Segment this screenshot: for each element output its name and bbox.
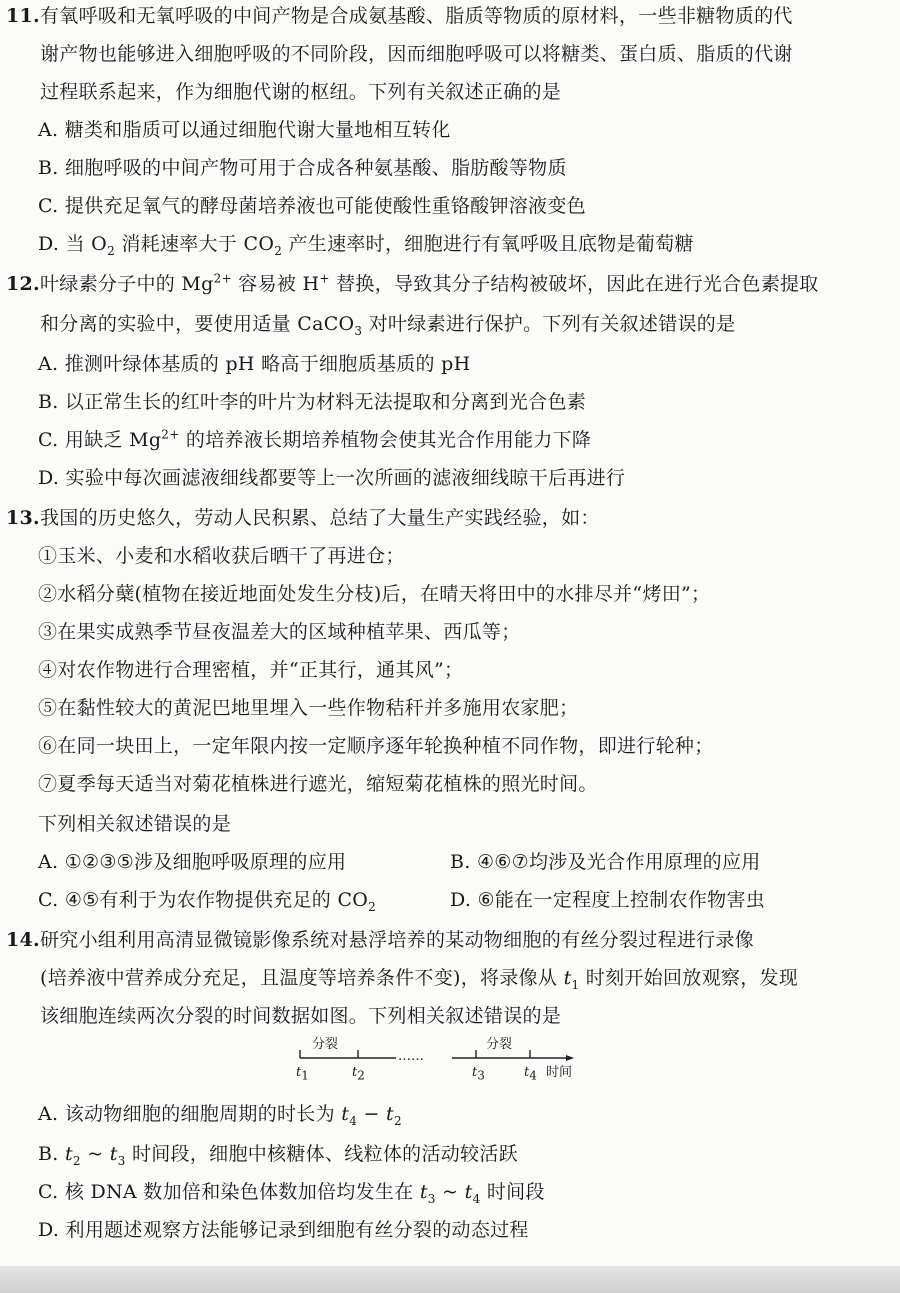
q14-a-t4-sub: 4	[349, 1113, 358, 1128]
q11-option-a: A. 糖类和脂质可以通过细胞代谢大量地相互转化	[38, 119, 451, 141]
scan-bottom-edge	[0, 1266, 900, 1293]
q12-c-sup: 2+	[161, 427, 180, 442]
q11-d-text-1: D. 当 O	[38, 233, 108, 255]
q12-c-text-2: 的培养液长期培养植物会使其光合作用能力下降	[179, 429, 592, 451]
q11-d-text-3: 产生速率时，细胞进行有氧呼吸且底物是葡萄糖	[282, 233, 694, 255]
timeline-axis-label: 时间	[546, 1065, 573, 1080]
q13-option-d: D. ⑥能在一定程度上控制农作物害虫	[450, 889, 766, 911]
q14-c-t4: t	[464, 1181, 473, 1203]
q14-c-t3-sub: 3	[427, 1191, 436, 1206]
q12-sup-1: 2+	[213, 271, 232, 286]
q13-line-1	[6, 506, 600, 530]
q14-stem-2: (培养液中营养成分充足，且温度等培养条件不变)，将录像从	[40, 967, 564, 989]
q14-b-tilde: ~	[80, 1143, 110, 1165]
q12-text-3: 替换，导致其分子结构被破坏，因此在进行光合色素提取	[329, 273, 819, 295]
q13-c-text: C. ④⑤有利于为农作物提供充足的 CO	[38, 889, 369, 911]
q14-t1-var: t	[563, 967, 572, 989]
q11-stem-3: 过程联系起来，作为细胞代谢的枢纽。下列有关叙述正确的是	[40, 81, 562, 103]
q12-text-5: 对叶绿素进行保护。下列有关叙述错误的是	[362, 313, 736, 335]
q13-option-b: B. ④⑥⑦均涉及光合作用原理的应用	[450, 851, 761, 873]
q14-a-t2: t	[386, 1103, 394, 1125]
q14-a-t2-sub: 2	[393, 1113, 402, 1128]
q11-d-sub-2: 2	[274, 243, 283, 258]
q12-c-text-1: C. 用缺乏 Mg	[38, 429, 162, 451]
q12-line-1	[6, 272, 819, 296]
q14-b-t2: t	[64, 1143, 73, 1165]
q12-text-4: 和分离的实验中，要使用适量 CaCO	[40, 313, 355, 335]
q13-stem: 我国的历史悠久，劳动人民积累、总结了大量生产实践经验，如：	[39, 507, 600, 529]
label-t1-sub: 1	[301, 1068, 309, 1083]
q13-item-6: ⑥在同一块田上，一定年限内按一定顺序逐年轮换种植不同作物，即进行轮种；	[38, 735, 714, 757]
q12-option-d: D. 实验中每次画滤液细线都要等上一次所画的滤液细线晾干后再进行	[38, 467, 626, 489]
q12-text-2: 容易被 H	[231, 273, 320, 295]
q14-b-text-2: 时间段，细胞中核糖体、线粒体的活动较活跃	[125, 1143, 518, 1165]
q14-number: 14.	[6, 929, 40, 951]
q11-number: 11.	[6, 5, 40, 27]
label-t3	[472, 1065, 485, 1083]
q12-option-b: B. 以正常生长的红叶李的叶片为材料无法提取和分离到光合色素	[38, 391, 587, 413]
q14-c-t4-sub: 4	[472, 1191, 481, 1206]
q13-item-1: ①玉米、小麦和水稻收获后晒干了再进仓；	[38, 545, 405, 567]
q14-c-text-2: 时间段	[480, 1181, 545, 1203]
q12-option-a: A. 推测叶绿体基质的 pH 略高于细胞质基质的 pH	[38, 353, 471, 375]
q11-option-c: C. 提供充足氧气的酵母菌培养液也可能使酸性重铬酸钾溶液变色	[38, 195, 586, 217]
q14-c-tilde: ~	[435, 1181, 465, 1203]
q13-question: 下列相关叙述错误的是	[38, 813, 232, 835]
q14-stem-2b: 时刻开始回放观察，发现	[579, 967, 799, 989]
q12-text-1: 叶绿素分子中的 Mg	[39, 273, 214, 295]
q14-line-1	[6, 928, 754, 952]
q12-number: 12.	[6, 273, 40, 295]
timeline-arrowhead	[566, 1055, 574, 1061]
label-t2	[352, 1065, 365, 1083]
q14-c-text-1: C. 核 DNA 数加倍和染色体数加倍均发生在	[38, 1181, 420, 1203]
q14-option-b	[38, 1142, 518, 1166]
q13-item-4: ④对农作物进行合理密植，并“正其行，通其风”；	[38, 659, 464, 681]
q11-stem-1: 有氧呼吸和无氧呼吸的中间产物是合成氨基酸、脂质等物质的原材料，一些非糖物质的代	[39, 5, 793, 27]
q13-item-5: ⑤在黏性较大的黄泥巴地里埋入一些作物秸秆并多施用农家肥；	[38, 697, 579, 719]
label-t4-sub: 4	[529, 1068, 537, 1083]
q13-item-7: ⑦夏季每天适当对菊花植株进行遮光，缩短菊花植株的照光时间。	[38, 773, 598, 795]
q11-d-text-2: 消耗速率大于 CO	[115, 233, 275, 255]
q11-stem-2: 谢产物也能够进入细胞呼吸的不同阶段，因而细胞呼吸可以将糖类、蛋白质、脂质的代谢	[40, 43, 793, 65]
q13-c-sub: 2	[368, 899, 377, 914]
q13-option-a: A. ①②③⑤涉及细胞呼吸原理的应用	[38, 851, 347, 873]
q14-a-minus: −	[357, 1103, 387, 1125]
division-label-2: 分裂	[486, 1037, 513, 1052]
q13-option-c	[38, 888, 376, 912]
q11-d-sub-1: 2	[107, 243, 115, 258]
q14-t1-sub: 1	[571, 977, 580, 992]
q14-b-t3-sub: 3	[117, 1153, 126, 1168]
q12-sup-2: +	[319, 271, 330, 286]
q14-option-c	[38, 1180, 545, 1204]
q14-stem-3: 该细胞连续两次分裂的时间数据如图。下列相关叙述错误的是	[40, 1005, 562, 1027]
q12-sub-1: 3	[354, 323, 363, 338]
cell-division-timeline	[290, 1036, 590, 1088]
label-t4	[524, 1065, 537, 1083]
q14-a-text: A. 该动物细胞的细胞周期的时长为	[38, 1103, 342, 1125]
q14-stem-1: 研究小组利用高清显微镜影像系统对悬浮培养的某动物细胞的有丝分裂过程进行录像	[39, 929, 755, 951]
q13-item-2: ②水稻分蘖(植物在接近地面处发生分枝)后，在晴天将田中的水排尽并“烤田”；	[38, 583, 711, 605]
label-t2-sub: 2	[357, 1068, 365, 1083]
label-t3-var: t	[472, 1065, 478, 1080]
q14-b-t3: t	[109, 1143, 118, 1165]
division-label-1: 分裂	[312, 1037, 339, 1052]
label-t1	[296, 1065, 309, 1083]
label-t3-sub: 3	[477, 1068, 485, 1083]
q14-option-d: D. 利用题述观察方法能够记录到细胞有丝分裂的动态过程	[38, 1219, 529, 1241]
q14-option-a	[38, 1102, 402, 1126]
q12-option-c	[38, 428, 591, 452]
label-t4-var: t	[524, 1065, 530, 1080]
q13-item-3: ③在果实成熟季节昼夜温差大的区域种植苹果、西瓜等；	[38, 621, 521, 643]
timeline-dots: ……	[398, 1049, 424, 1064]
q14-line-2	[40, 966, 798, 990]
q11-line-1	[6, 4, 793, 28]
q13-number: 13.	[6, 507, 40, 529]
q14-b-text-1: B.	[38, 1143, 65, 1165]
label-t2-var: t	[352, 1065, 358, 1080]
q11-option-d	[38, 232, 694, 256]
q14-c-t3: t	[419, 1181, 428, 1203]
q14-b-t2-sub: 2	[72, 1153, 81, 1168]
q14-a-t4: t	[341, 1103, 350, 1125]
label-t1-var: t	[296, 1065, 302, 1080]
q11-option-b: B. 细胞呼吸的中间产物可用于合成各种氨基酸、脂肪酸等物质	[38, 157, 567, 179]
q12-line-2	[40, 312, 735, 336]
